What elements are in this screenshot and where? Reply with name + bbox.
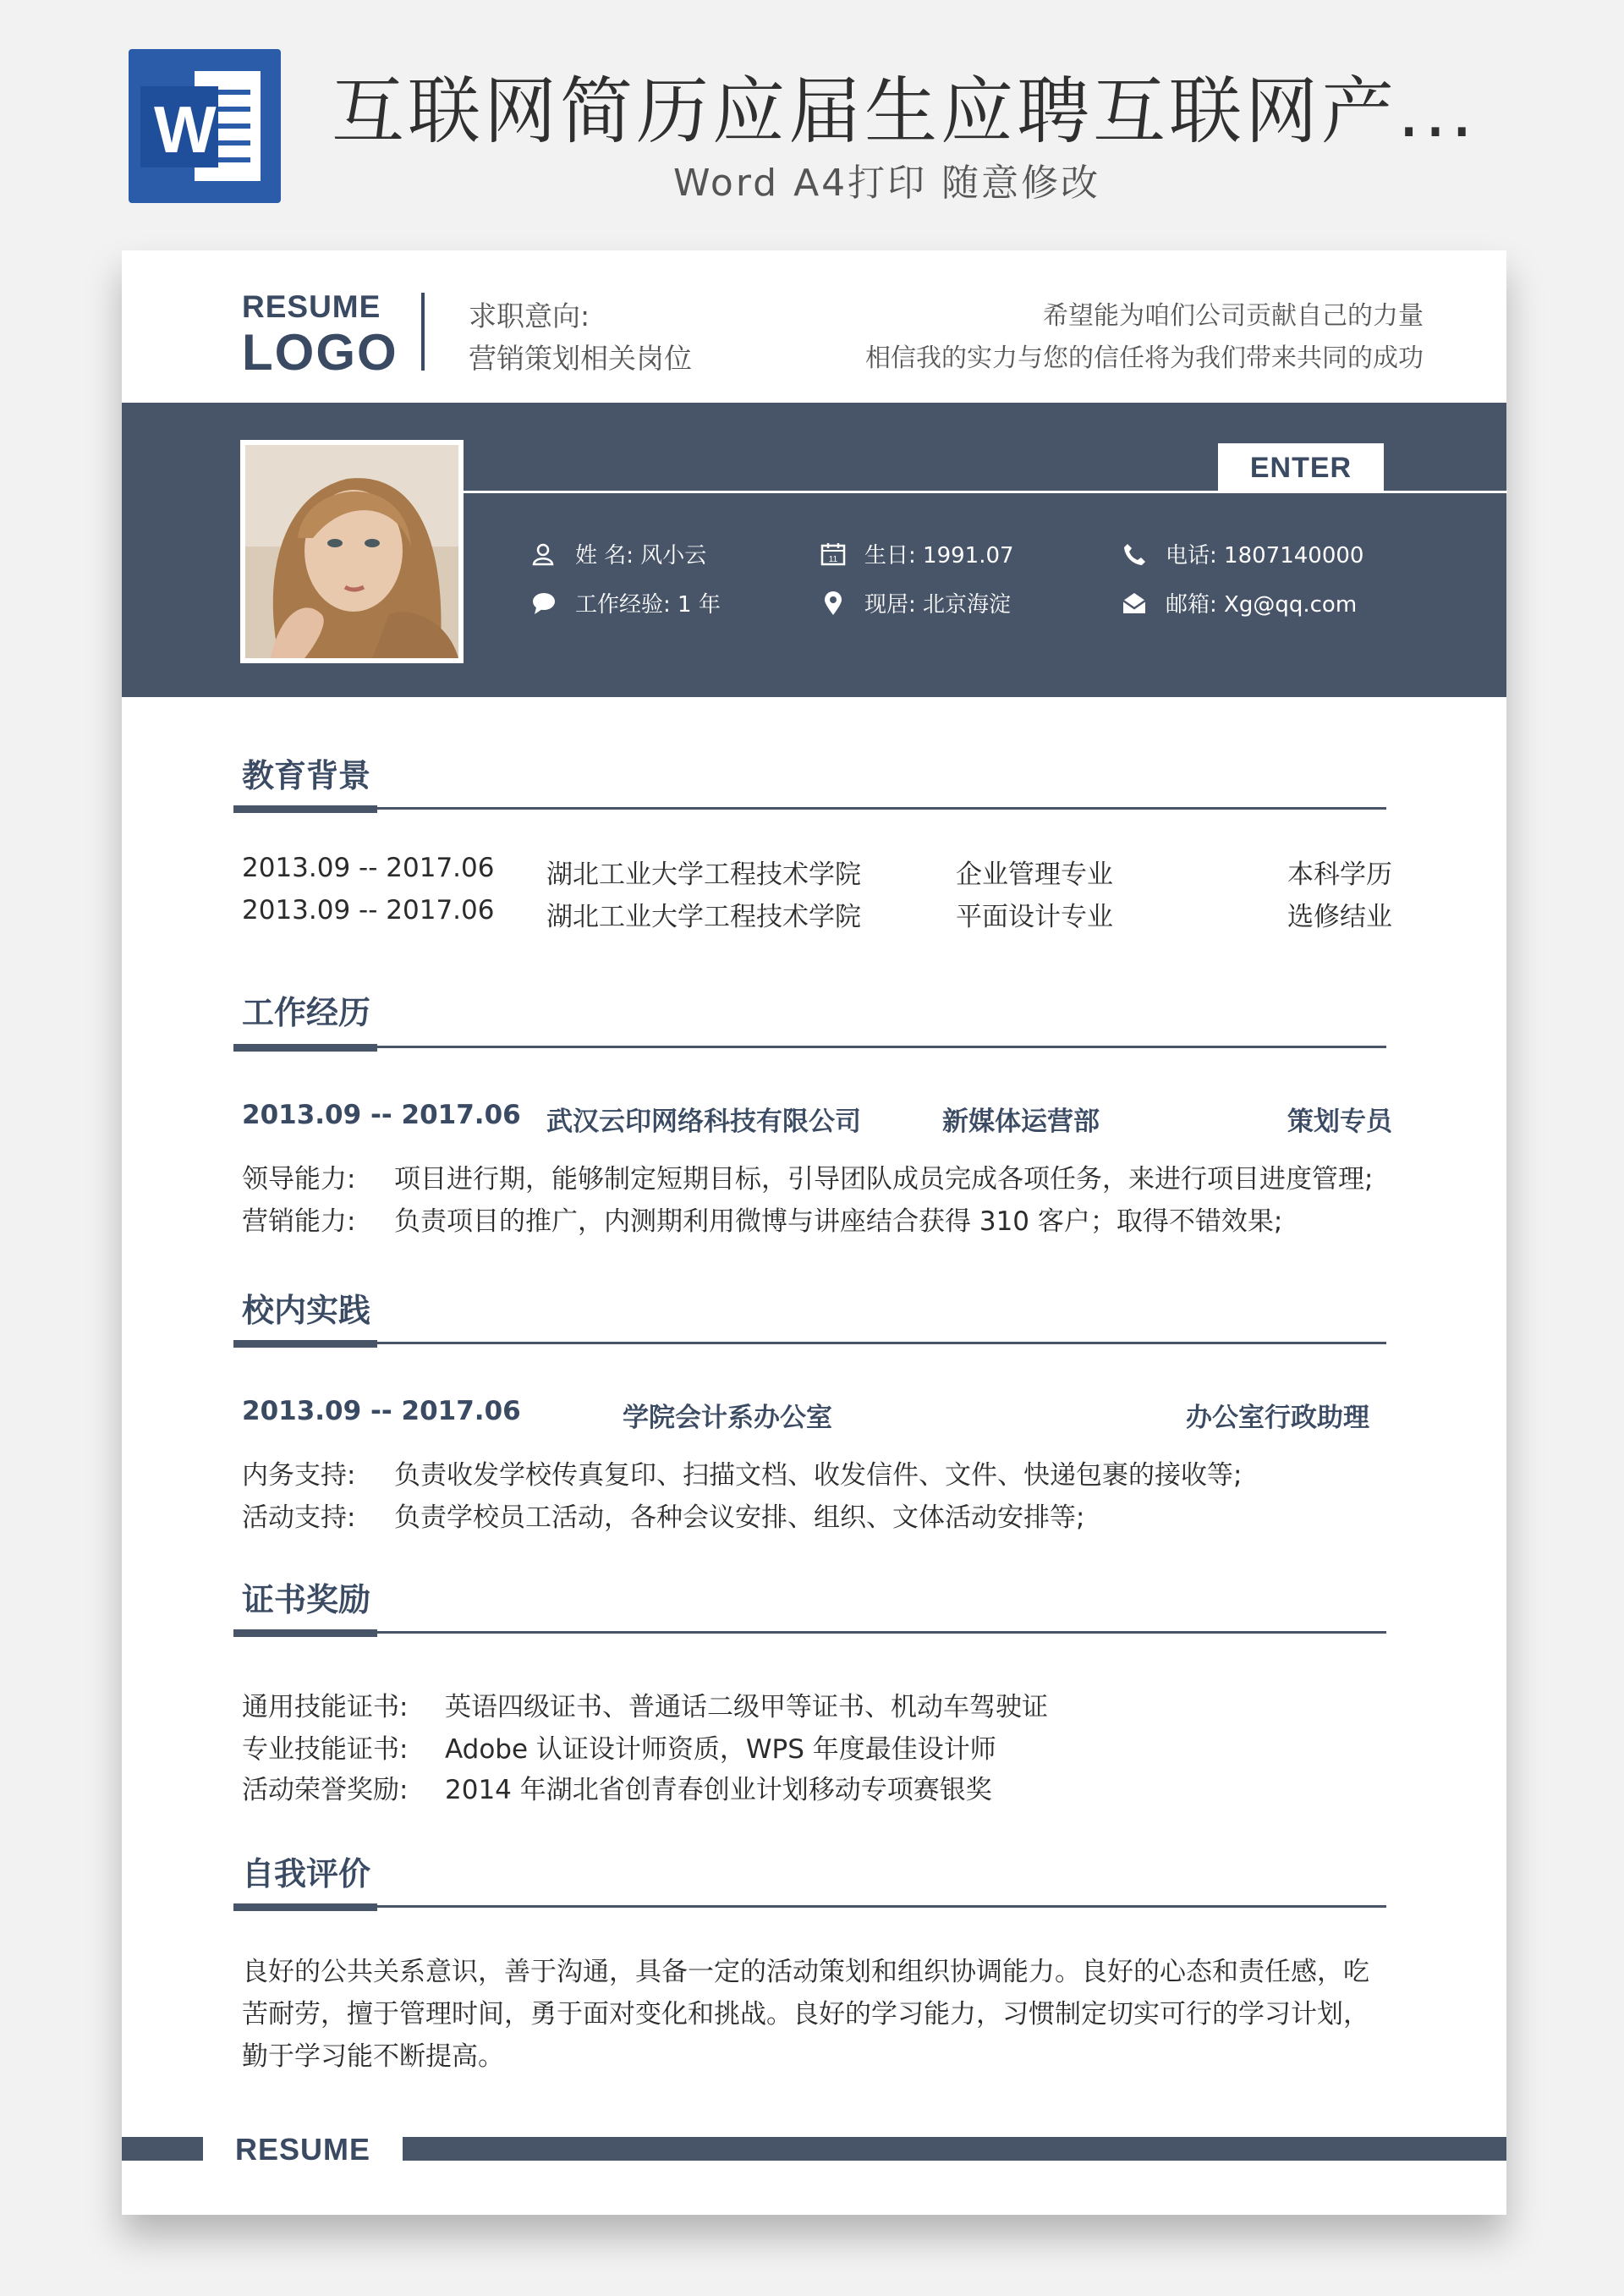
self-eval-text: 良好的公共关系意识，善于沟通，具备一定的活动策划和组织协调能力。良好的心态和责任感，吃苦耐劳，擅于管理时间，勇于面对变化和挑战。良好的学习能力，习惯制定切实可行的学习计划，勤于学习能不断提高。 — [242, 1957, 1369, 2072]
work-item-text: 项目进行期，能够制定短期目标，引导团队成员完成各项任务，来进行项目进度管理; — [394, 1164, 1374, 1195]
cert-label: 活动荣誉奖励: — [242, 1775, 409, 1805]
svg-text:11: 11 — [828, 554, 838, 564]
header-divider — [421, 293, 425, 371]
education-title: 教育背景 — [242, 757, 371, 794]
chat-bubble-icon — [531, 590, 557, 616]
campus-title: 校内实践 — [242, 1292, 371, 1329]
cert-label: 通用技能证书: — [242, 1692, 409, 1722]
name-field — [531, 538, 706, 569]
work-company: 武汉云印网络科技有限公司 — [546, 1107, 861, 1137]
footer-resume-text: RESUME — [235, 2132, 371, 2167]
email-field — [1122, 587, 1357, 618]
slogan-line-2: 相信我的实力与您的信任将为我们带来共同的成功 — [865, 343, 1424, 373]
experience-field — [531, 587, 721, 618]
profile-photo — [245, 445, 458, 658]
certs-accent-bar — [233, 1629, 377, 1637]
education-divider — [233, 807, 1386, 810]
cert-label: 专业技能证书: — [242, 1734, 409, 1765]
birthday-text: 生日: 1991.07 — [864, 543, 1014, 569]
campus-item-text: 负责学校员工活动，各种会议安排、组织、文体活动安排等; — [394, 1502, 1085, 1533]
experience-text: 工作经验: 1 年 — [575, 592, 721, 618]
resume-page — [122, 250, 1506, 2215]
email-text: 邮箱: Xg@qq.com — [1166, 592, 1358, 618]
phone-field — [1122, 538, 1363, 569]
certs-divider — [233, 1631, 1386, 1634]
campus-position: 办公室行政助理 — [1186, 1403, 1369, 1433]
cert-text: 英语四级证书、普通话二级甲等证书、机动车驾驶证 — [445, 1692, 1048, 1722]
edu-major: 企业管理专业 — [956, 860, 1113, 890]
name-text: 姓 名: 风小云 — [575, 543, 707, 569]
job-intent-value: 营销策划相关岗位 — [469, 342, 692, 375]
campus-item-label: 内务支持: — [242, 1460, 356, 1491]
logo-text: LOGO — [242, 324, 398, 381]
edu-degree: 选修结业 — [1287, 902, 1392, 932]
campus-item-label: 活动支持: — [242, 1502, 356, 1533]
user-icon — [531, 541, 557, 567]
campus-divider — [233, 1342, 1386, 1344]
work-item-text: 负责项目的推广，内测期利用微博与讲座结合获得 310 客户；取得不错效果; — [394, 1206, 1283, 1237]
edu-date: 2013.09 -- 2017.06 — [242, 895, 495, 926]
edu-school: 湖北工业大学工程技术学院 — [546, 902, 861, 932]
word-icon — [129, 49, 281, 203]
work-department: 新媒体运营部 — [942, 1107, 1100, 1137]
slogan-line-1: 希望能为咱们公司贡献自己的力量 — [1043, 301, 1424, 331]
education-accent-bar — [233, 805, 377, 813]
job-intent-label: 求职意向: — [469, 299, 590, 332]
edu-school: 湖北工业大学工程技术学院 — [546, 860, 861, 890]
mail-icon — [1122, 590, 1147, 616]
work-title: 工作经历 — [242, 994, 371, 1031]
self-eval-divider — [233, 1905, 1386, 1908]
campus-item-text: 负责收发学校传真复印、扫描文档、收发信件、文件、快递包裹的接收等; — [394, 1460, 1243, 1491]
edu-major: 平面设计专业 — [956, 902, 1113, 932]
cert-text: Adobe 认证设计师资质，WPS 年度最佳设计师 — [445, 1734, 996, 1765]
logo-resume-text: RESUME — [242, 289, 381, 324]
enter-button[interactable]: ENTER — [1218, 443, 1384, 492]
banner-title: 互联网简历应届生应聘互联网产... — [332, 69, 1478, 154]
profile-band — [122, 403, 1506, 697]
work-item-label: 领导能力: — [242, 1164, 356, 1195]
cert-text: 2014 年湖北省创青春创业计划移动专项赛银奖 — [445, 1775, 992, 1805]
phone-text: 电话: 1807140000 — [1166, 543, 1364, 569]
edu-degree: 本科学历 — [1287, 860, 1392, 890]
campus-accent-bar — [233, 1340, 377, 1348]
birthday-field — [820, 538, 1014, 569]
footer-bar-left — [122, 2137, 203, 2161]
profile-photo-frame — [240, 440, 464, 663]
footer-bar-right — [403, 2137, 1506, 2161]
work-item-label: 营销能力: — [242, 1206, 356, 1237]
calendar-icon — [820, 541, 846, 567]
certs-title: 证书奖励 — [242, 1581, 371, 1618]
campus-org: 学院会计系办公室 — [623, 1403, 832, 1433]
work-divider — [233, 1046, 1386, 1048]
self-eval-accent-bar — [233, 1903, 377, 1911]
self-eval-title: 自我评价 — [242, 1855, 371, 1892]
edu-date: 2013.09 -- 2017.06 — [242, 853, 495, 883]
work-accent-bar — [233, 1044, 377, 1052]
campus-date: 2013.09 -- 2017.06 — [242, 1396, 521, 1426]
location-field — [820, 587, 1011, 618]
phone-icon — [1122, 541, 1147, 567]
location-pin-icon — [820, 590, 846, 616]
banner-subtitle: Word A4打印 随意修改 — [673, 162, 1101, 205]
location-text: 现居: 北京海淀 — [864, 592, 1012, 618]
work-date: 2013.09 -- 2017.06 — [242, 1100, 521, 1130]
work-position: 策划专员 — [1287, 1107, 1392, 1137]
word-icon-letter: W — [154, 92, 217, 167]
